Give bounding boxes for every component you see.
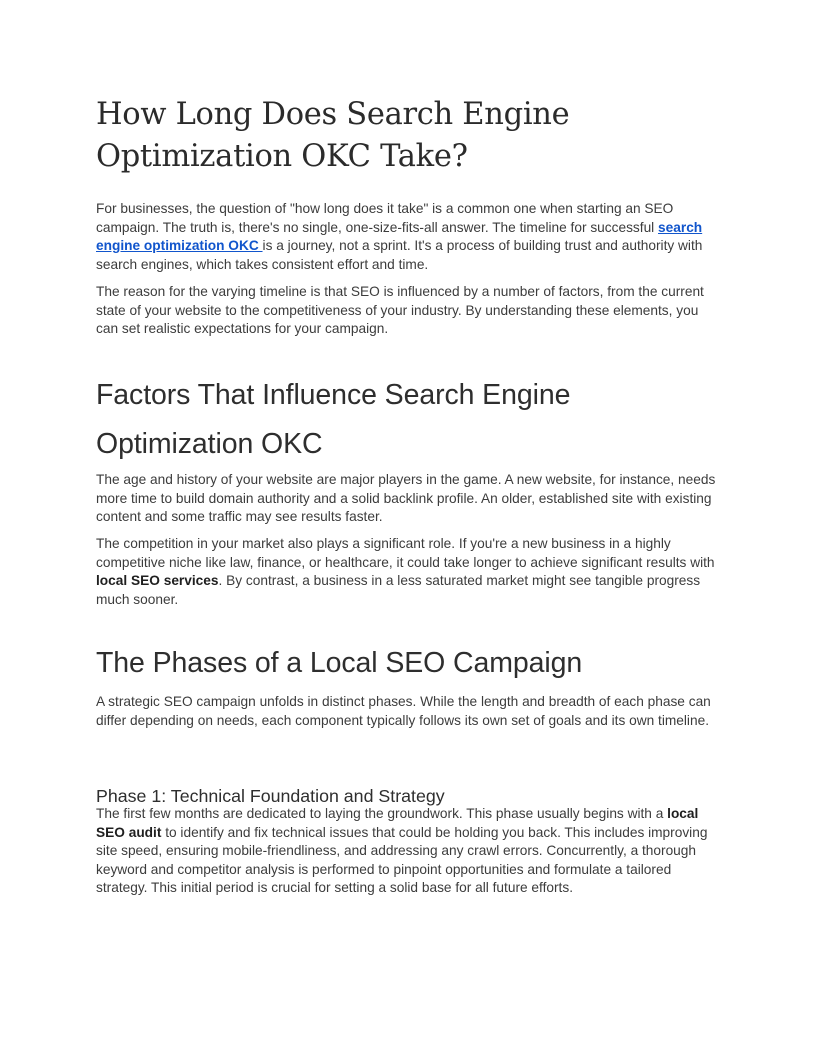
page-title: How Long Does Search Engine Optimization OKC Take? — [96, 97, 570, 174]
factors-paragraph-2-text-start: The competition in your market also plays a significant role. If you're a new business in a highly competitive niche like law, finance, or healthcare, it could take longer to achieve significant results with — [96, 536, 715, 570]
intro-paragraph-2: The reason for the varying timeline is that SEO is influenced by a number of factors, from the current state of your website to the competitiveness of your industry. By understanding these elements, you can set realistic expectations for your campaign. — [96, 284, 704, 337]
search-engine-optimization-okc-link[interactable]: search engine optimization OKC — [96, 219, 703, 254]
phases-paragraph-1: A strategic SEO campaign unfolds in distinct phases. While the length and breadth of each phase can differ depending on needs, each component typically follows its own set of goals and its own timeline. — [96, 694, 711, 728]
phase-1-paragraph — [96, 805, 724, 898]
phase-1-heading: Phase 1: Technical Foundation and Strategy — [96, 786, 445, 806]
factors-heading: Factors That Influence Search Engine Optimization OKC — [96, 379, 571, 460]
local-seo-audit-bold: local SEO audit — [96, 806, 699, 840]
factors-paragraph-2-text-end: . By contrast, a business in a less saturated market might see tangible progress much sooner. — [96, 573, 701, 607]
phase-1-paragraph-text-end: to identify and fix technical issues that could be holding you back. This includes improving site speed, ensuring mobile-friendliness, and addressing any crawl errors. Concurrently, a thorough keyword and competitor analysis is performed to pinpoint opportunities and formulate a tailored strategy. This initial period is crucial for setting a solid base for all future efforts. — [96, 824, 708, 896]
intro-paragraph-1-text-end: is a journey, not a sprint. It's a process of building trust and authority with search engines, which takes consistent effort and time. — [96, 238, 703, 272]
factors-paragraph-1: The age and history of your website are major players in the game. A new website, for instance, needs more time to build domain authority and a solid backlink profile. An older, established site with existing content and some traffic may see results faster. — [96, 472, 716, 525]
local-seo-services-bold: local SEO services — [96, 573, 219, 589]
factors-paragraph-2 — [96, 535, 724, 609]
intro-paragraph-1-text-start: For businesses, the question of "how long does it take" is a common one when starting an SEO campaign. The truth is, there's no single, one-size-fits-all answer. The timeline for successful — [96, 201, 674, 235]
phase-1-paragraph-text-start: The first few months are dedicated to laying the groundwork. This phase usually begins with a — [96, 806, 668, 821]
intro-paragraph-1 — [96, 200, 724, 274]
phases-heading: The Phases of a Local SEO Campaign — [96, 647, 583, 679]
